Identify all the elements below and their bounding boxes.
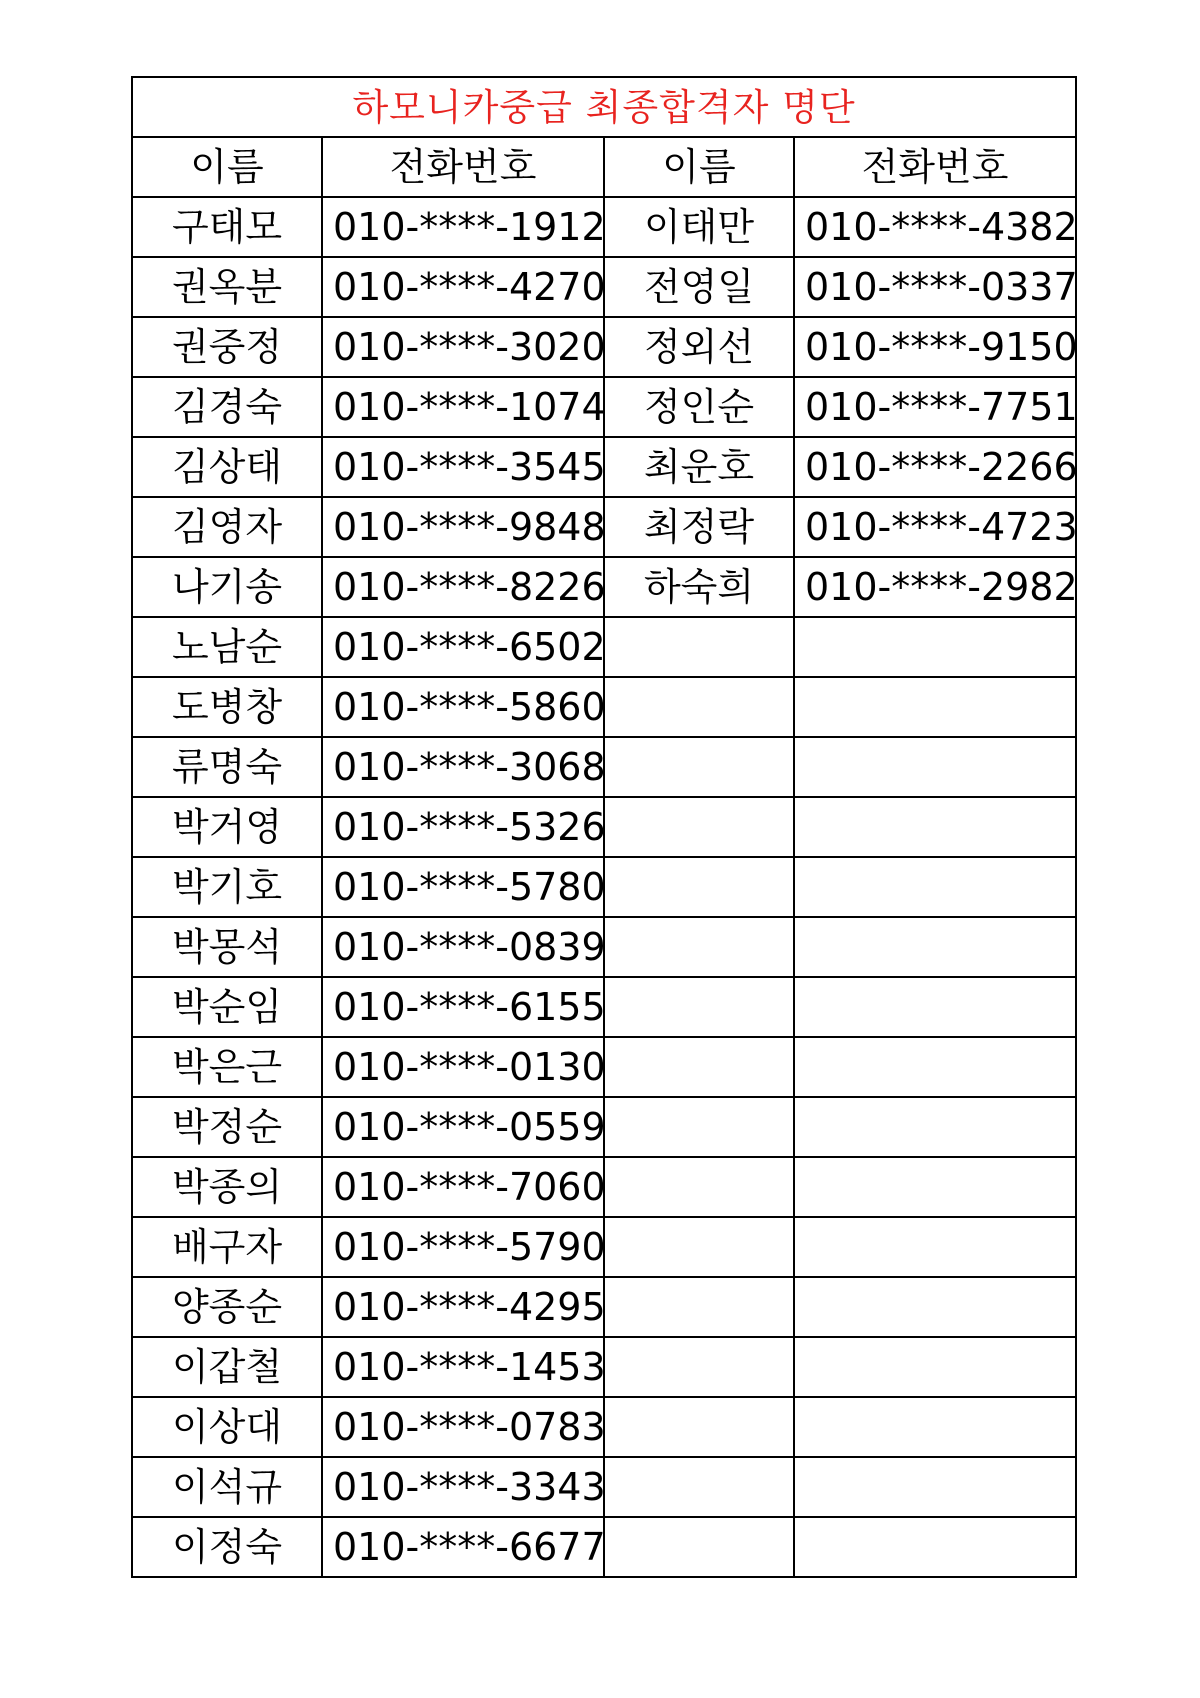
table-row [132,437,1076,497]
table-row [132,857,1076,917]
name-cell-right [604,1397,794,1457]
phone-cell-left: 010-****-0559 [322,1097,604,1157]
table-row [132,1157,1076,1217]
table-row [132,317,1076,377]
table-row [132,1217,1076,1277]
phone-cell-left: 010-****-4270 [322,257,604,317]
name-cell-right [604,1157,794,1217]
phone-cell-right [794,797,1076,857]
table-row [132,557,1076,617]
name-cell-left: 권중정 [132,317,322,377]
header-name-left: 이름 [132,137,322,197]
name-cell-right: 이태만 [604,197,794,257]
header-name-right: 이름 [604,137,794,197]
phone-cell-right [794,857,1076,917]
name-cell-left: 이상대 [132,1397,322,1457]
phone-cell-left: 010-****-3020 [322,317,604,377]
name-cell-right [604,1217,794,1277]
name-cell-left: 박몽석 [132,917,322,977]
table-row [132,377,1076,437]
phone-cell-right [794,1097,1076,1157]
name-cell-left: 도병창 [132,677,322,737]
phone-cell-right [794,677,1076,737]
table-row [132,1457,1076,1517]
table-row [132,1277,1076,1337]
phone-cell-left: 010-****-0783 [322,1397,604,1457]
table-row [132,1037,1076,1097]
name-cell-left: 김상태 [132,437,322,497]
name-cell-right [604,797,794,857]
name-cell-right [604,1517,794,1577]
table-row [132,977,1076,1037]
phone-cell-left: 010-****-5790 [322,1217,604,1277]
name-cell-right [604,857,794,917]
phone-cell-right [794,737,1076,797]
table-row [132,497,1076,557]
name-cell-left: 김경숙 [132,377,322,437]
name-cell-right: 정인순 [604,377,794,437]
phone-cell-left: 010-****-1074 [322,377,604,437]
table-row [132,1397,1076,1457]
phone-cell-right: 010-****-4723 [794,497,1076,557]
table-row [132,917,1076,977]
phone-cell-right [794,1277,1076,1337]
header-phone-left: 전화번호 [322,137,604,197]
table-row [132,1097,1076,1157]
phone-cell-left: 010-****-5860 [322,677,604,737]
phone-cell-right: 010-****-7751 [794,377,1076,437]
phone-cell-right: 010-****-0337 [794,257,1076,317]
document-title: 하모니카중급 최종합격자 명단 [132,77,1076,137]
name-cell-left: 구태모 [132,197,322,257]
phone-cell-right: 010-****-2982 [794,557,1076,617]
phone-cell-left: 010-****-3545 [322,437,604,497]
phone-cell-right [794,1217,1076,1277]
phone-cell-right [794,1337,1076,1397]
name-cell-left: 박기호 [132,857,322,917]
table-row [132,257,1076,317]
name-cell-left: 나기송 [132,557,322,617]
phone-cell-left: 010-****-6502 [322,617,604,677]
phone-cell-right [794,977,1076,1037]
name-cell-right: 전영일 [604,257,794,317]
name-cell-right [604,677,794,737]
name-cell-left: 박은근 [132,1037,322,1097]
table-row [132,677,1076,737]
table-row [132,1517,1076,1577]
name-cell-left: 박거영 [132,797,322,857]
phone-cell-left: 010-****-5780 [322,857,604,917]
phone-cell-left: 010-****-0839 [322,917,604,977]
phone-cell-right [794,1037,1076,1097]
name-cell-left: 김영자 [132,497,322,557]
name-cell-left: 이석규 [132,1457,322,1517]
name-cell-left: 권옥분 [132,257,322,317]
name-cell-left: 박종의 [132,1157,322,1217]
title-row [132,77,1076,137]
name-cell-right: 최운호 [604,437,794,497]
phone-cell-left: 010-****-0130 [322,1037,604,1097]
name-cell-right [604,977,794,1037]
phone-cell-right [794,1517,1076,1577]
name-cell-right [604,617,794,677]
header-row [132,137,1076,197]
roster-body [132,77,1076,1577]
phone-cell-left: 010-****-3343 [322,1457,604,1517]
table-row [132,1337,1076,1397]
table-row [132,197,1076,257]
phone-cell-left: 010-****-8226 [322,557,604,617]
phone-cell-right: 010-****-9150 [794,317,1076,377]
name-cell-right [604,1337,794,1397]
phone-cell-right [794,1157,1076,1217]
name-cell-left: 이정숙 [132,1517,322,1577]
roster-table [131,76,1077,1578]
phone-cell-left: 010-****-9848 [322,497,604,557]
name-cell-right [604,737,794,797]
phone-cell-left: 010-****-1453 [322,1337,604,1397]
phone-cell-right [794,1397,1076,1457]
phone-cell-left: 010-****-7060 [322,1157,604,1217]
name-cell-right [604,1037,794,1097]
name-cell-left: 이갑철 [132,1337,322,1397]
name-cell-right [604,917,794,977]
phone-cell-left: 010-****-4295 [322,1277,604,1337]
name-cell-left: 노남순 [132,617,322,677]
name-cell-right: 최정락 [604,497,794,557]
name-cell-right: 정외선 [604,317,794,377]
phone-cell-left: 010-****-6155 [322,977,604,1037]
name-cell-left: 박정순 [132,1097,322,1157]
name-cell-left: 박순임 [132,977,322,1037]
name-cell-left: 류명숙 [132,737,322,797]
table-row [132,737,1076,797]
name-cell-right: 하숙희 [604,557,794,617]
name-cell-left: 양종순 [132,1277,322,1337]
phone-cell-right: 010-****-2266 [794,437,1076,497]
phone-cell-right [794,917,1076,977]
phone-cell-right: 010-****-4382 [794,197,1076,257]
phone-cell-left: 010-****-1912 [322,197,604,257]
phone-cell-left: 010-****-3068 [322,737,604,797]
phone-cell-right [794,617,1076,677]
table-row [132,617,1076,677]
name-cell-right [604,1277,794,1337]
name-cell-left: 배구자 [132,1217,322,1277]
name-cell-right [604,1457,794,1517]
name-cell-right [604,1097,794,1157]
header-phone-right: 전화번호 [794,137,1076,197]
table-row [132,797,1076,857]
phone-cell-left: 010-****-5326 [322,797,604,857]
phone-cell-left: 010-****-6677 [322,1517,604,1577]
phone-cell-right [794,1457,1076,1517]
